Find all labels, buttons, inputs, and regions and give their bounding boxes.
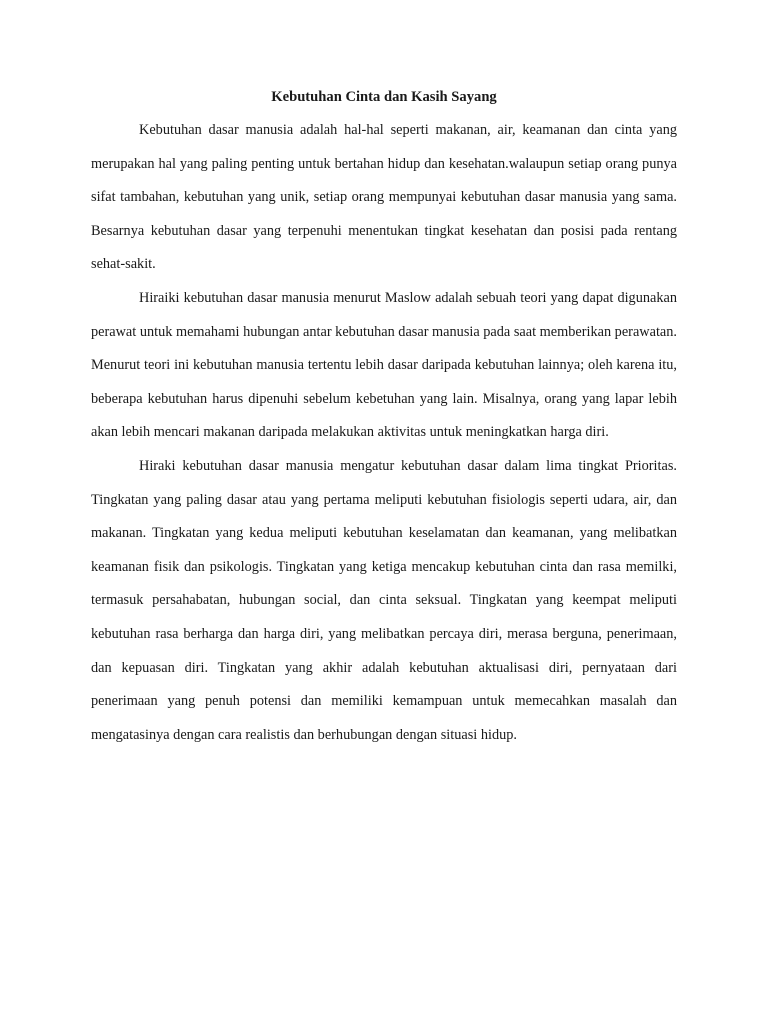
paragraph-1: Kebutuhan dasar manusia adalah hal-hal seperti makanan, air, keamanan dan cinta yang merupakan hal yang paling penting untuk bertahan hidup dan kesehatan.walaupun setiap orang punya sifat tambahan, kebutuhan yang unik, setiap orang mempunyai kebutuhan dasar manusia yang sama. Besarnya kebutuhan dasar yang terpenuhi menentukan tingkat kesehatan dan posisi pada rentang sehat-sakit.	[91, 122, 677, 273]
paragraph-2: Hiraiki kebutuhan dasar manusia menurut Maslow adalah sebuah teori yang dapat digunakan perawat untuk memahami hubungan antar kebutuhan dasar manusia pada saat memberikan perawatan. Menurut teori ini kebutuhan manusia tertentu lebih dasar daripada kebutuhan lainnya; oleh karena itu, beberapa kebutuhan harus dipenuhi sebelum kebetuhan yang lain. Misalnya, orang yang lapar lebih akan lebih mencari makanan daripada melakukan aktivitas untuk meningkatkan harga diri.	[91, 289, 677, 441]
document-title: Kebutuhan Cinta dan Kasih Sayang	[271, 89, 497, 105]
paragraph-3: Hiraki kebutuhan dasar manusia mengatur kebutuhan dasar dalam lima tingkat Prioritas. Tingkatan yang paling dasar atau yang pertama meliputi kebutuhan fisiologis seperti udara, air, dan makanan. Tingkatan yang kedua meliputi kebutuhan keselamatan dan keamanan, yang melibatkan keamanan fisik dan psikologis. Tingkatan yang ketiga mencakup kebutuhan cinta dan rasa memilki, termasuk persahabatan, hubungan social, dan cinta seksual. Tingkatan yang keempat meliputi kebutuhan rasa berharga dan harga diri, yang melibatkan percaya diri, merasa berguna, penerimaan, dan kepuasan diri. Tingkatan yang akhir adalah kebutuhan aktualisasi diri, pernyataan dari penerimaan yang penuh potensi dan memiliki kemampuan untuk memecahkan masalah dan mengatasinya dengan cara realistis dan berhubungan dengan situasi hidup.	[91, 457, 677, 743]
